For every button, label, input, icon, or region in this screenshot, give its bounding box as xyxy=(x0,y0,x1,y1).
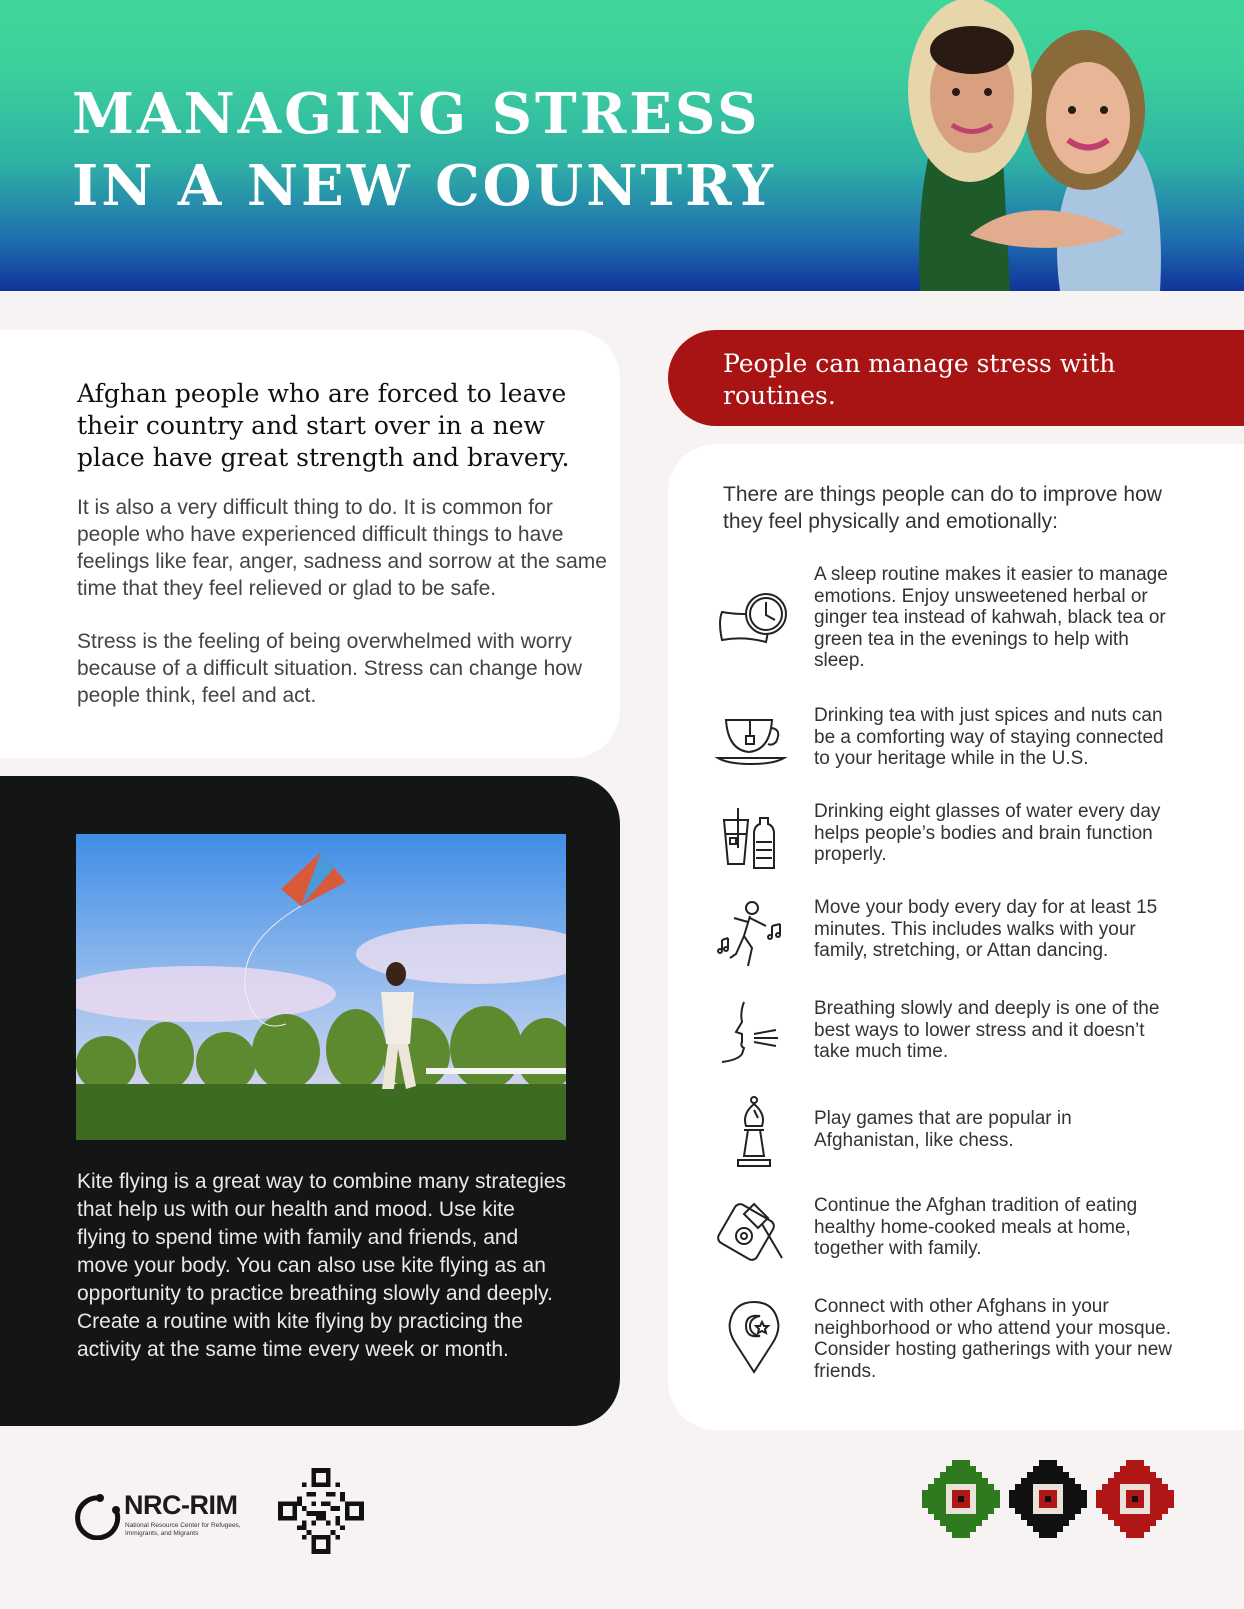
dancing-person-icon xyxy=(714,896,794,976)
breathing-face-icon xyxy=(714,994,794,1074)
mother-daughter-photo xyxy=(860,0,1180,291)
cooking-icon xyxy=(714,1192,794,1272)
routines-banner-text: People can manage stress with routines. xyxy=(723,349,1116,410)
mosque-location-icon xyxy=(714,1296,794,1376)
intro-body xyxy=(77,494,607,709)
routine-item-7: Continue the Afghan tradition of eating healthy home-cooked meals at home, together with family. xyxy=(814,1195,1138,1259)
page-title xyxy=(72,78,776,222)
kite-flying-photo xyxy=(76,834,566,1140)
kite-description: Kite flying is a great way to combine many strategies that help us with our health and mood. Use kite flying to spend time with family and friends, and move your body. You can also use kite flying as an opportunity to practice breathing slowly and deeply. Create a routine with kite flying by practicing the activity at the same time every week or month. xyxy=(77,1170,567,1361)
water-glass-bottle-icon xyxy=(714,798,794,878)
qr-code[interactable] xyxy=(278,1468,364,1554)
routine-item-8: Connect with other Afghans in your neighborhood or who attend your mosque. Consider hosting gatherings with your new friends. xyxy=(814,1296,1173,1382)
title-line-1: MANAGING STRESS xyxy=(72,81,761,147)
routine-item-5: Breathing slowly and deeply is one of the best ways to lower stress and it doesn’t take much time. xyxy=(814,998,1160,1062)
chess-bishop-icon xyxy=(714,1094,794,1174)
teacup-icon xyxy=(714,700,794,780)
routines-intro: There are things people can do to improve how they feel physically and emotionally: xyxy=(723,483,1162,533)
title-line-2: IN A NEW COUNTRY xyxy=(72,153,776,219)
routine-item-3: Drinking eight glasses of water every day helps people’s bodies and brain function properly. xyxy=(814,801,1161,865)
routine-item-4: Move your body every day for at least 15 minutes. This includes walks with your family, stretching, or Attan dancing. xyxy=(814,897,1158,961)
intro-lead: Afghan people who are forced to leave their country and start over in a new place have great strength and bravery. xyxy=(77,379,570,472)
intro-paragraph-2: Stress is the feeling of being overwhelmed with worry because of a difficult situation. Stress can change how people think, feel and act. xyxy=(77,630,583,707)
header-banner xyxy=(0,0,1244,291)
logo-subtitle: National Resource Center for Refugees, Immigrants, and Migrants xyxy=(125,1522,241,1537)
routine-item-6: Play games that are popular in Afghanistan, like chess. xyxy=(814,1108,1072,1151)
pillow-clock-icon xyxy=(714,582,794,662)
intro-paragraph-1: It is also a very difficult thing to do. It is common for people who have experienced difficult things to have feelings like fear, anger, sadness and sorrow at the same time that they feel relieved or glad to be safe. xyxy=(77,496,607,600)
routine-item-1: A sleep routine makes it easier to manage emotions. Enjoy unsweetened herbal or ginger tea instead of kahwah, black tea or green tea in the evenings to help with sleep. xyxy=(814,564,1168,671)
afghan-motifs xyxy=(922,1460,1174,1538)
logo-name: NRC-RIM xyxy=(124,1490,238,1520)
routine-item-2: Drinking tea with just spices and nuts can be a comforting way of staying connected to your heritage while in the U.S. xyxy=(814,705,1164,769)
